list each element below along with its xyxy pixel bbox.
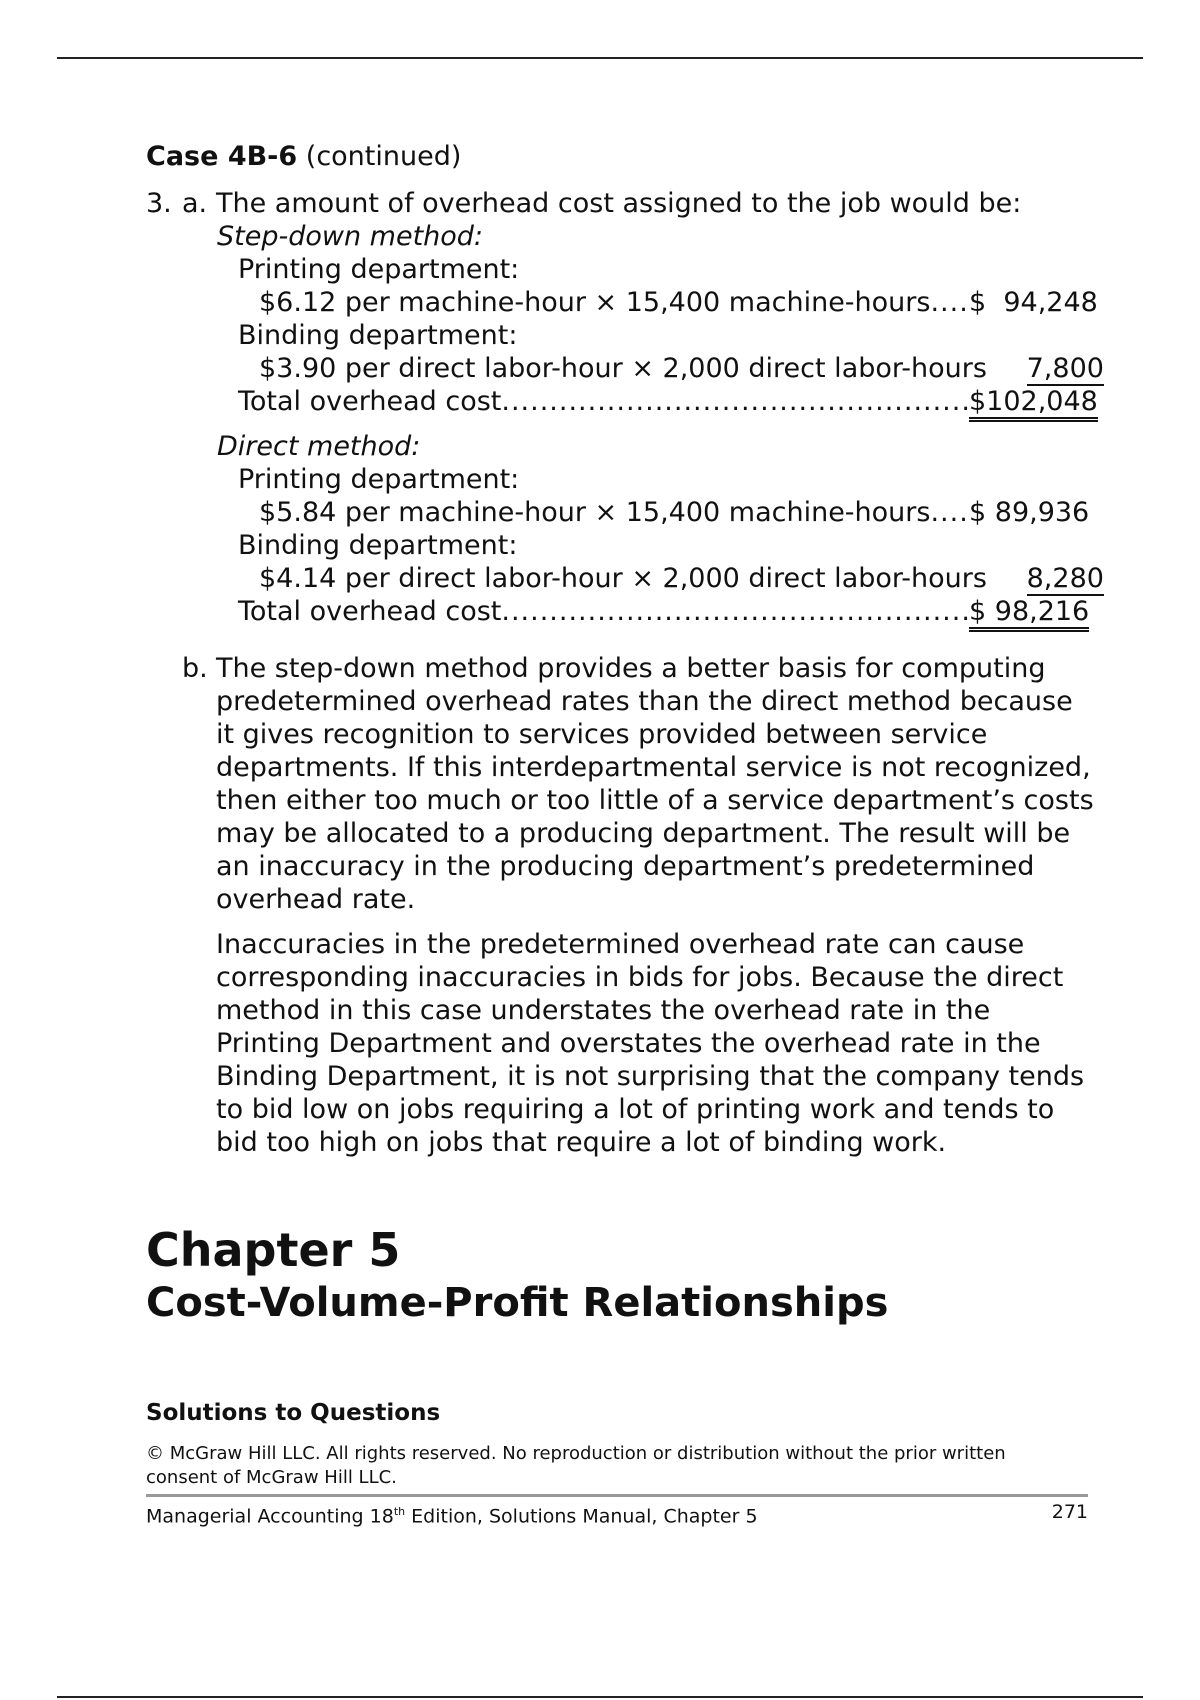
direct-total-line (217, 595, 1090, 628)
page-content (146, 140, 1104, 1171)
step-down-printing-line (217, 286, 1098, 319)
direct-binding-label-line (217, 529, 1086, 562)
case-heading (146, 140, 1086, 173)
part-a-intro-text: The amount of overhead cost assigned to the job would be: (216, 188, 1022, 219)
step-down-title: Step-down method: (217, 221, 484, 252)
step-down-binding-calc: $3.90 per direct labor-hour × 2,000 direct labor-hours (259, 353, 987, 384)
chapter-number: Chapter 5 (146, 1223, 401, 1277)
footer-rule (146, 1494, 1088, 1497)
direct-printing-label-line (217, 463, 1086, 496)
step-down-printing-label-line (217, 253, 1086, 286)
part-3b (182, 652, 1094, 1159)
step-down-method (217, 220, 1104, 418)
case-heading-rest: (continued) (305, 141, 462, 172)
step-down-total-line (217, 385, 1098, 418)
case-heading-bold: Case 4B-6 (146, 141, 298, 172)
step-down-total-amount: $102,048 (969, 385, 1086, 418)
part-3a (146, 187, 1104, 628)
direct-binding-line (217, 562, 1104, 595)
direct-printing-amount: $ 89,936 (969, 497, 1090, 528)
direct-binding-amount: 8,280 (1026, 563, 1104, 594)
leader-dots (930, 286, 969, 319)
part-number: 3. (146, 188, 172, 219)
part-b-label: b. (182, 653, 208, 684)
step-down-printing-label: Printing department: (238, 254, 520, 285)
leader-dots (501, 595, 969, 628)
step-down-binding-label-line (217, 319, 1086, 352)
direct-printing-calc: $5.84 per machine-hour × 15,400 machine-hours (259, 497, 931, 528)
part-b-paragraph-1: The step-down method provides a better basis for computing predetermined overhead rates than the direct method because it gives recognition to services provided between service departments. If this interdepartmental service is not recognized, then either too much or too little of a service department’s costs may be allocated to a producing department. The result will be an inaccuracy in the producing department’s predetermined overhead rate. (216, 653, 1094, 915)
step-down-binding-label: Binding department: (238, 320, 518, 351)
part-a-label: a. (182, 188, 208, 219)
part-3a-intro (182, 187, 1086, 220)
page-footer (146, 1499, 1088, 1529)
direct-method (217, 430, 1104, 628)
chapter-heading (146, 1222, 888, 1328)
direct-title: Direct method: (217, 431, 421, 462)
copyright-notice: © McGraw Hill LLC. All rights reserved. No reproduction or distribution without the prior written consent of McGraw Hill LLC. (146, 1443, 1006, 1488)
direct-printing-label: Printing department: (238, 464, 520, 495)
chapter-title: Cost-Volume-Profit Relationships (146, 1280, 889, 1326)
step-down-printing-amount: $ 94,248 (969, 287, 1098, 318)
direct-total-amount: $ 98,216 (969, 595, 1086, 628)
direct-binding-calc: $4.14 per direct labor-hour × 2,000 direct labor-hours (259, 563, 987, 594)
footer-book-title: Managerial Accounting 18th Edition, Solutions Manual, Chapter 5 (146, 1505, 758, 1528)
top-rule (57, 57, 1143, 59)
step-down-binding-amount: 7,800 (1026, 353, 1104, 384)
leader-dots (930, 496, 969, 529)
part-b-paragraph-2: Inaccuracies in the predetermined overhead rate can cause corresponding inaccuracies in bids for jobs. Because the direct method in this case understates the overhead rate in the Printing Department and overstates the overhead rate in the Binding Department, it is not surprising that the company tends to bid low on jobs requiring a lot of printing work and tends to bid too high on jobs that require a lot of binding work. (216, 929, 1085, 1158)
step-down-printing-calc: $6.12 per machine-hour × 15,400 machine-hours (259, 287, 931, 318)
page-number: 271 (1051, 1501, 1088, 1523)
step-down-binding-line (217, 352, 1104, 385)
direct-total-label: Total overhead cost (238, 596, 502, 627)
bottom-rule (57, 1696, 1143, 1698)
section-heading: Solutions to Questions (146, 1400, 441, 1426)
step-down-total-label: Total overhead cost (238, 386, 502, 417)
leader-dots (501, 385, 969, 418)
direct-printing-line (217, 496, 1090, 529)
direct-binding-label: Binding department: (238, 530, 518, 561)
